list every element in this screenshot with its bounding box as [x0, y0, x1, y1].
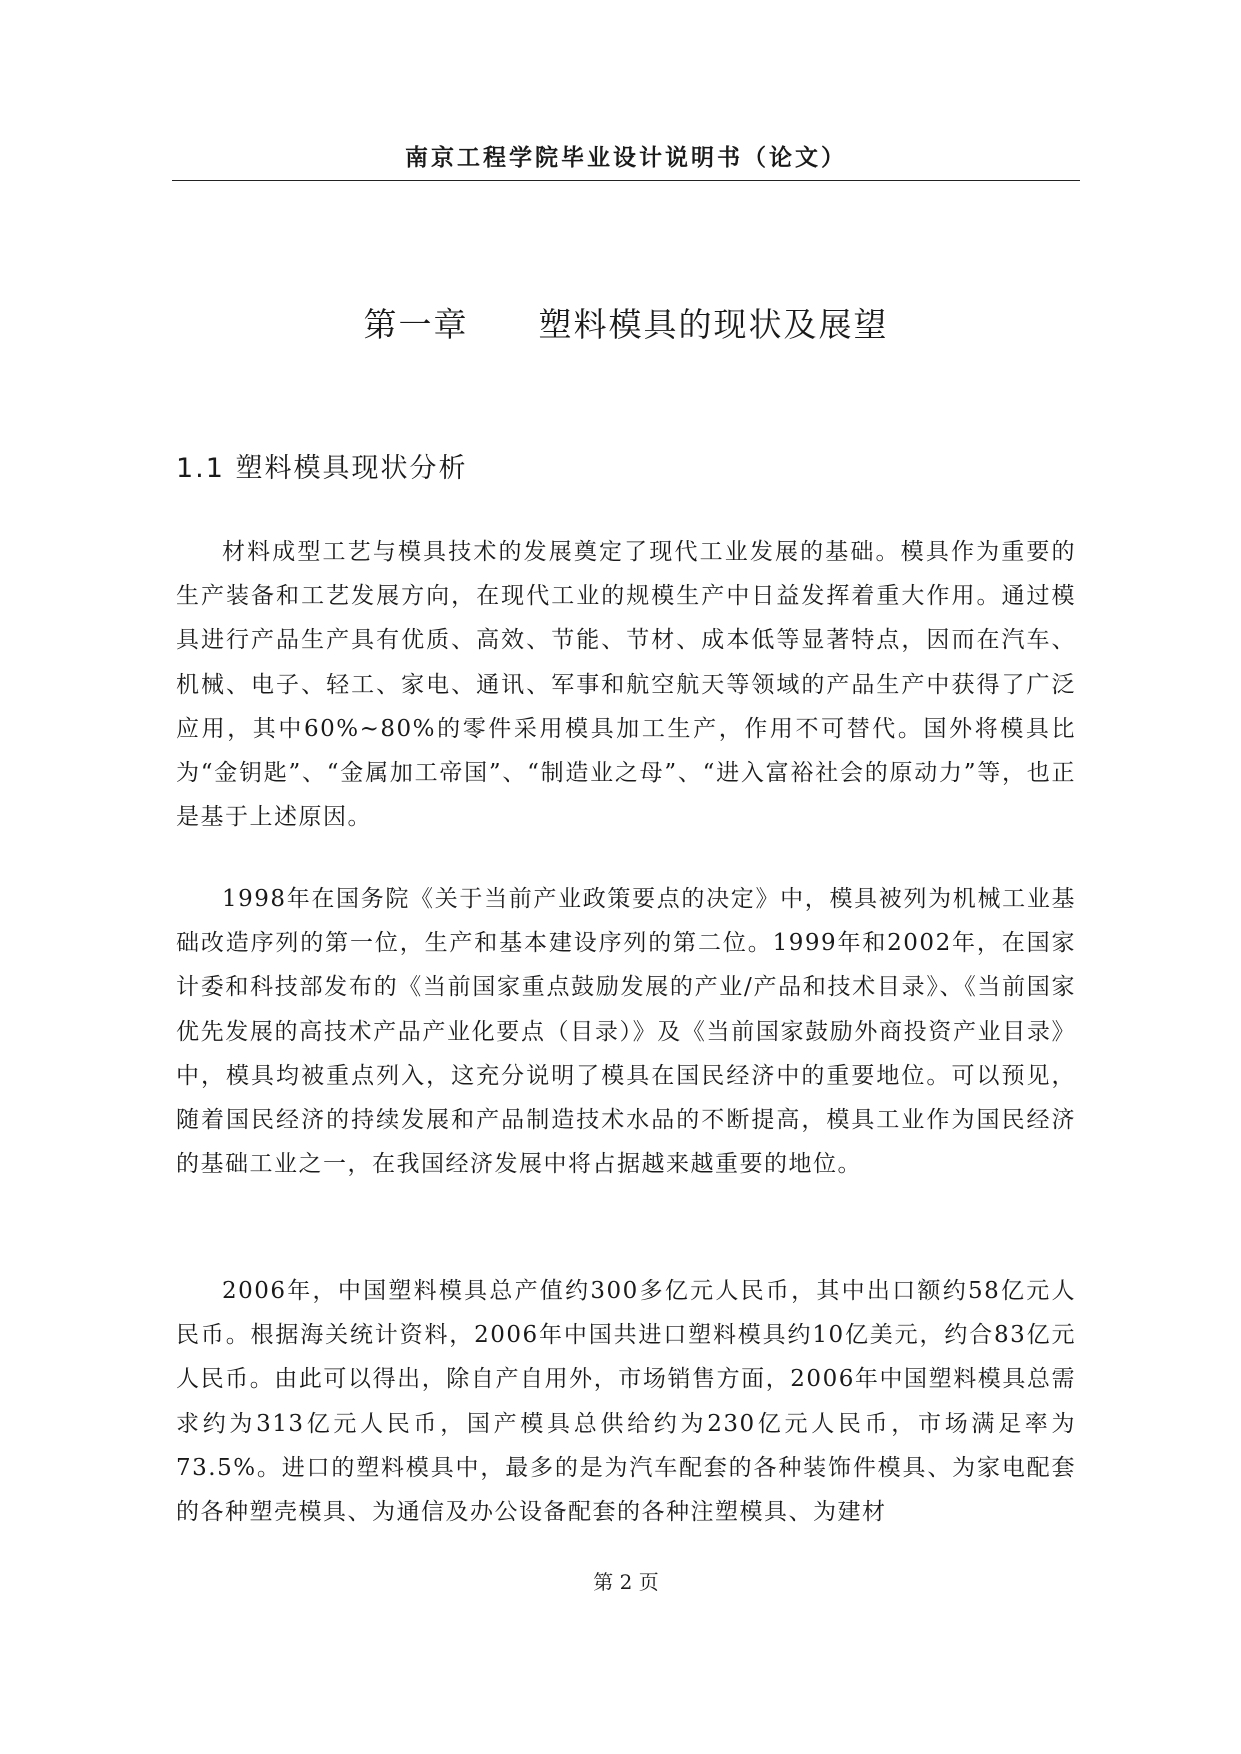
header-divider — [172, 180, 1080, 181]
chapter-title: 第一章 塑料模具的现状及展望 — [363, 305, 889, 344]
page-header-title: 南京工程学院毕业设计说明书（论文） — [405, 145, 847, 171]
body-paragraph: 材料成型工艺与模具技术的发展奠定了现代工业发展的基础。模具作为重要的生产装备和工艺发展方向，在现代工业的规模生产中日益发挥着重大作用。通过模具进行产品生产具有优质、高效、节能、节材、成本低等显著特点，因而在汽车、机械、电子、轻工、家电、通讯、军事和航空航天等领域的产品生产中获得了广泛应用，其中60%~80%的零件采用模具加工生产，作用不可替代。国外将模具比为“金钥匙”、“金属加工帝国”、“制造业之母”、“进入富裕社会的原动力”等，也正是基于上述原因。 — [176, 539, 1076, 831]
body-paragraph: 1998年在国务院《关于当前产业政策要点的决定》中，模具被列为机械工业基础改造序列的第一位，生产和基本建设序列的第二位。1999年和2002年，在国家计委和科技部发布的《当前国家重点鼓励发展的产业/产品和技术目录》、《当前国家优先发展的高技术产品产业化要点（目录）》及《当前国家鼓励外商投资产业目录》中，模具均被重点列入，这充分说明了模具在国民经济中的重要地位。可以预见，随着国民经济的持续发展和产品制造技术水品的不断提高，模具工业作为国民经济的基础工业之一，在我国经济发展中将占据越来越重要的地位。 — [176, 886, 1076, 1178]
section-title: 1.1 塑料模具现状分析 — [176, 453, 468, 484]
page-number: 第 2 页 — [593, 1570, 659, 1594]
body-paragraph: 2006年，中国塑料模具总产值约300多亿元人民币，其中出口额约58亿元人民币。根据海关统计资料，2006年中国共进口塑料模具约10亿美元，约合83亿元人民币。由此可以得出，除自产自用外，市场销售方面，2006年中国塑料模具总需求约为313亿元人民币，国产模具总供给约为230亿元人民币，市场满足率为73.5%。进口的塑料模具中，最多的是为汽车配套的各种装饰件模具、为家电配套的各种塑壳模具、为通信及办公设备配套的各种注塑模具、为建材 — [176, 1278, 1076, 1526]
